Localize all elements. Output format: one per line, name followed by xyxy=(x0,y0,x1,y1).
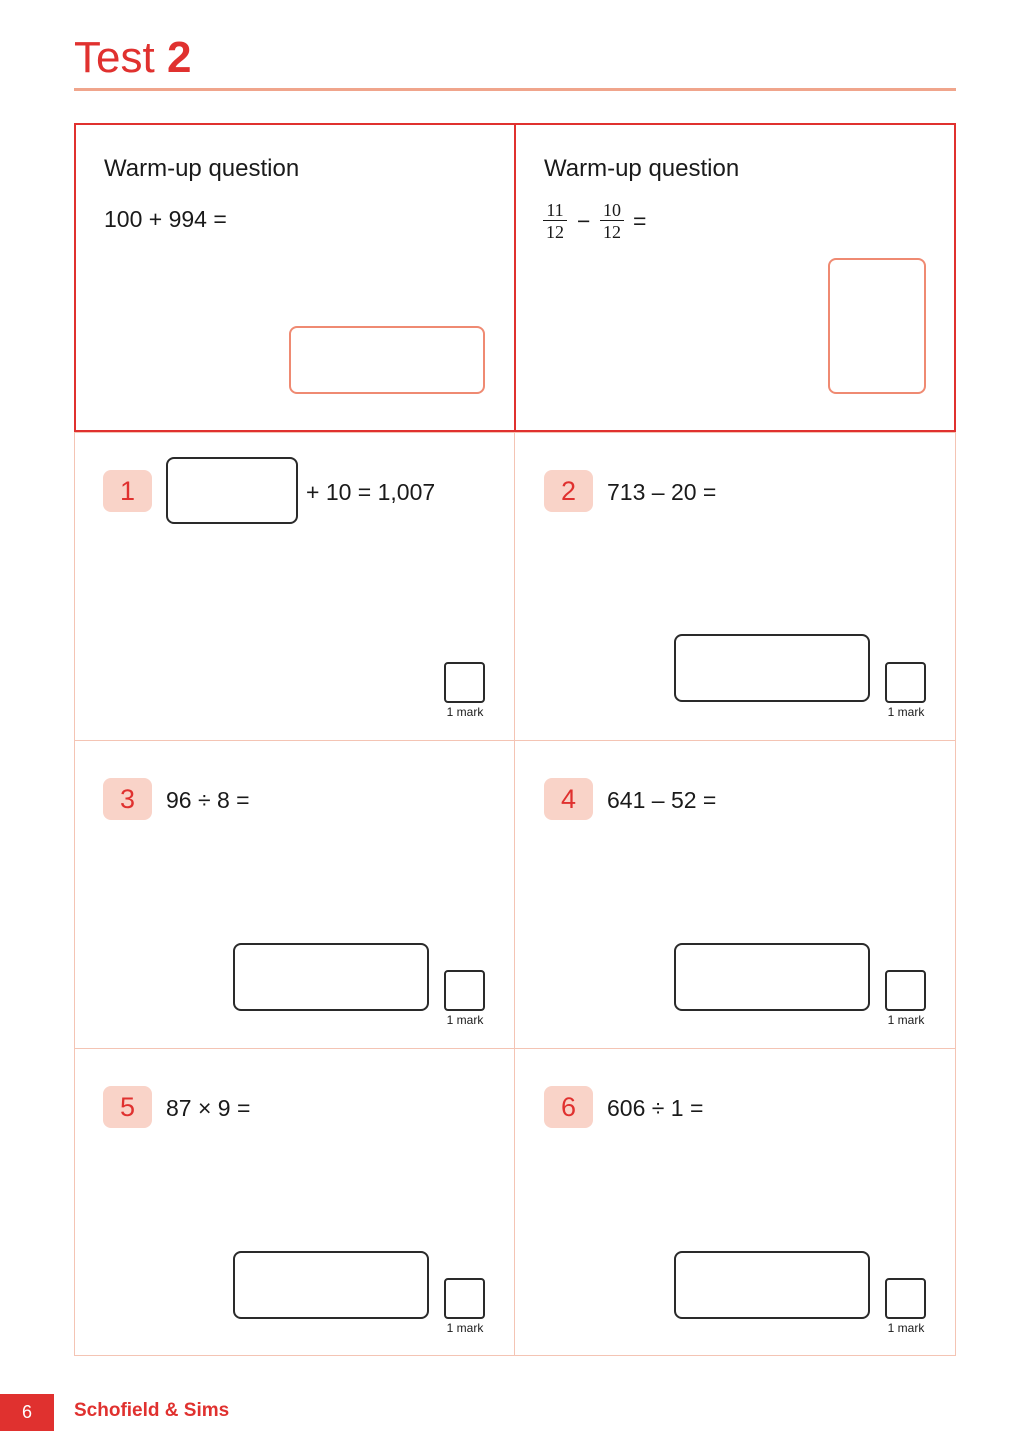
warmup-answer-box-right[interactable] xyxy=(828,258,926,394)
question-4-answer-box[interactable] xyxy=(674,943,870,1011)
question-1-mark-label: 1 mark xyxy=(446,705,484,719)
warmup-divider xyxy=(514,123,516,432)
question-5-answer-box[interactable] xyxy=(233,1251,429,1319)
question-2-mark-label: 1 mark xyxy=(887,705,925,719)
question-number-1: 1 xyxy=(103,470,152,512)
title-rule xyxy=(74,88,956,91)
fraction-a-numerator: 11 xyxy=(543,200,567,221)
question-3-text: 96 ÷ 8 = xyxy=(166,787,250,813)
fraction-b xyxy=(600,200,624,243)
publisher-name: Schofield & Sims xyxy=(74,1400,230,1421)
page-title xyxy=(74,30,191,86)
fraction-b-numerator: 10 xyxy=(600,200,624,221)
grid-divider-vertical xyxy=(514,432,515,1356)
question-number-5: 5 xyxy=(103,1086,152,1128)
question-number-4: 4 xyxy=(544,778,593,820)
question-5-mark-label: 1 mark xyxy=(446,1321,484,1335)
title-number: 2 xyxy=(166,33,192,82)
title-prefix: Test xyxy=(74,33,155,82)
question-3-mark-label: 1 mark xyxy=(446,1013,484,1027)
question-3-mark-box xyxy=(444,970,485,1011)
fraction-b-denominator: 12 xyxy=(603,222,621,242)
question-2-answer-box[interactable] xyxy=(674,634,870,702)
question-2-text: 713 – 20 = xyxy=(607,479,717,505)
grid-divider-row-2 xyxy=(74,1048,956,1049)
question-1-text: + 10 = 1,007 xyxy=(306,479,436,505)
question-5-mark-box xyxy=(444,1278,485,1319)
question-4-mark-box xyxy=(885,970,926,1011)
question-6-mark-box xyxy=(885,1278,926,1319)
fraction-operator: − xyxy=(577,208,591,234)
question-number-6: 6 xyxy=(544,1086,593,1128)
question-1-missing-number-box[interactable] xyxy=(166,457,298,524)
page-number: 6 xyxy=(0,1394,54,1431)
fraction-equals: = xyxy=(633,208,647,234)
warmup-expression-left: 100 + 994 = xyxy=(104,206,227,232)
question-number-3: 3 xyxy=(103,778,152,820)
fraction-a xyxy=(543,200,567,243)
question-1-mark-box xyxy=(444,662,485,703)
question-5-text: 87 × 9 = xyxy=(166,1095,251,1121)
warmup-answer-box-left[interactable] xyxy=(289,326,485,394)
question-6-text: 606 ÷ 1 = xyxy=(607,1095,704,1121)
question-4-mark-label: 1 mark xyxy=(887,1013,925,1027)
question-number-2: 2 xyxy=(544,470,593,512)
warmup-label-left: Warm-up question xyxy=(104,155,300,182)
question-3-answer-box[interactable] xyxy=(233,943,429,1011)
question-6-answer-box[interactable] xyxy=(674,1251,870,1319)
grid-divider-row-1 xyxy=(74,740,956,741)
question-2-mark-box xyxy=(885,662,926,703)
question-grid xyxy=(74,432,956,1356)
question-6-mark-label: 1 mark xyxy=(887,1321,925,1335)
question-4-text: 641 – 52 = xyxy=(607,787,717,813)
fraction-a-denominator: 12 xyxy=(546,222,564,242)
warmup-label-right: Warm-up question xyxy=(544,155,740,182)
